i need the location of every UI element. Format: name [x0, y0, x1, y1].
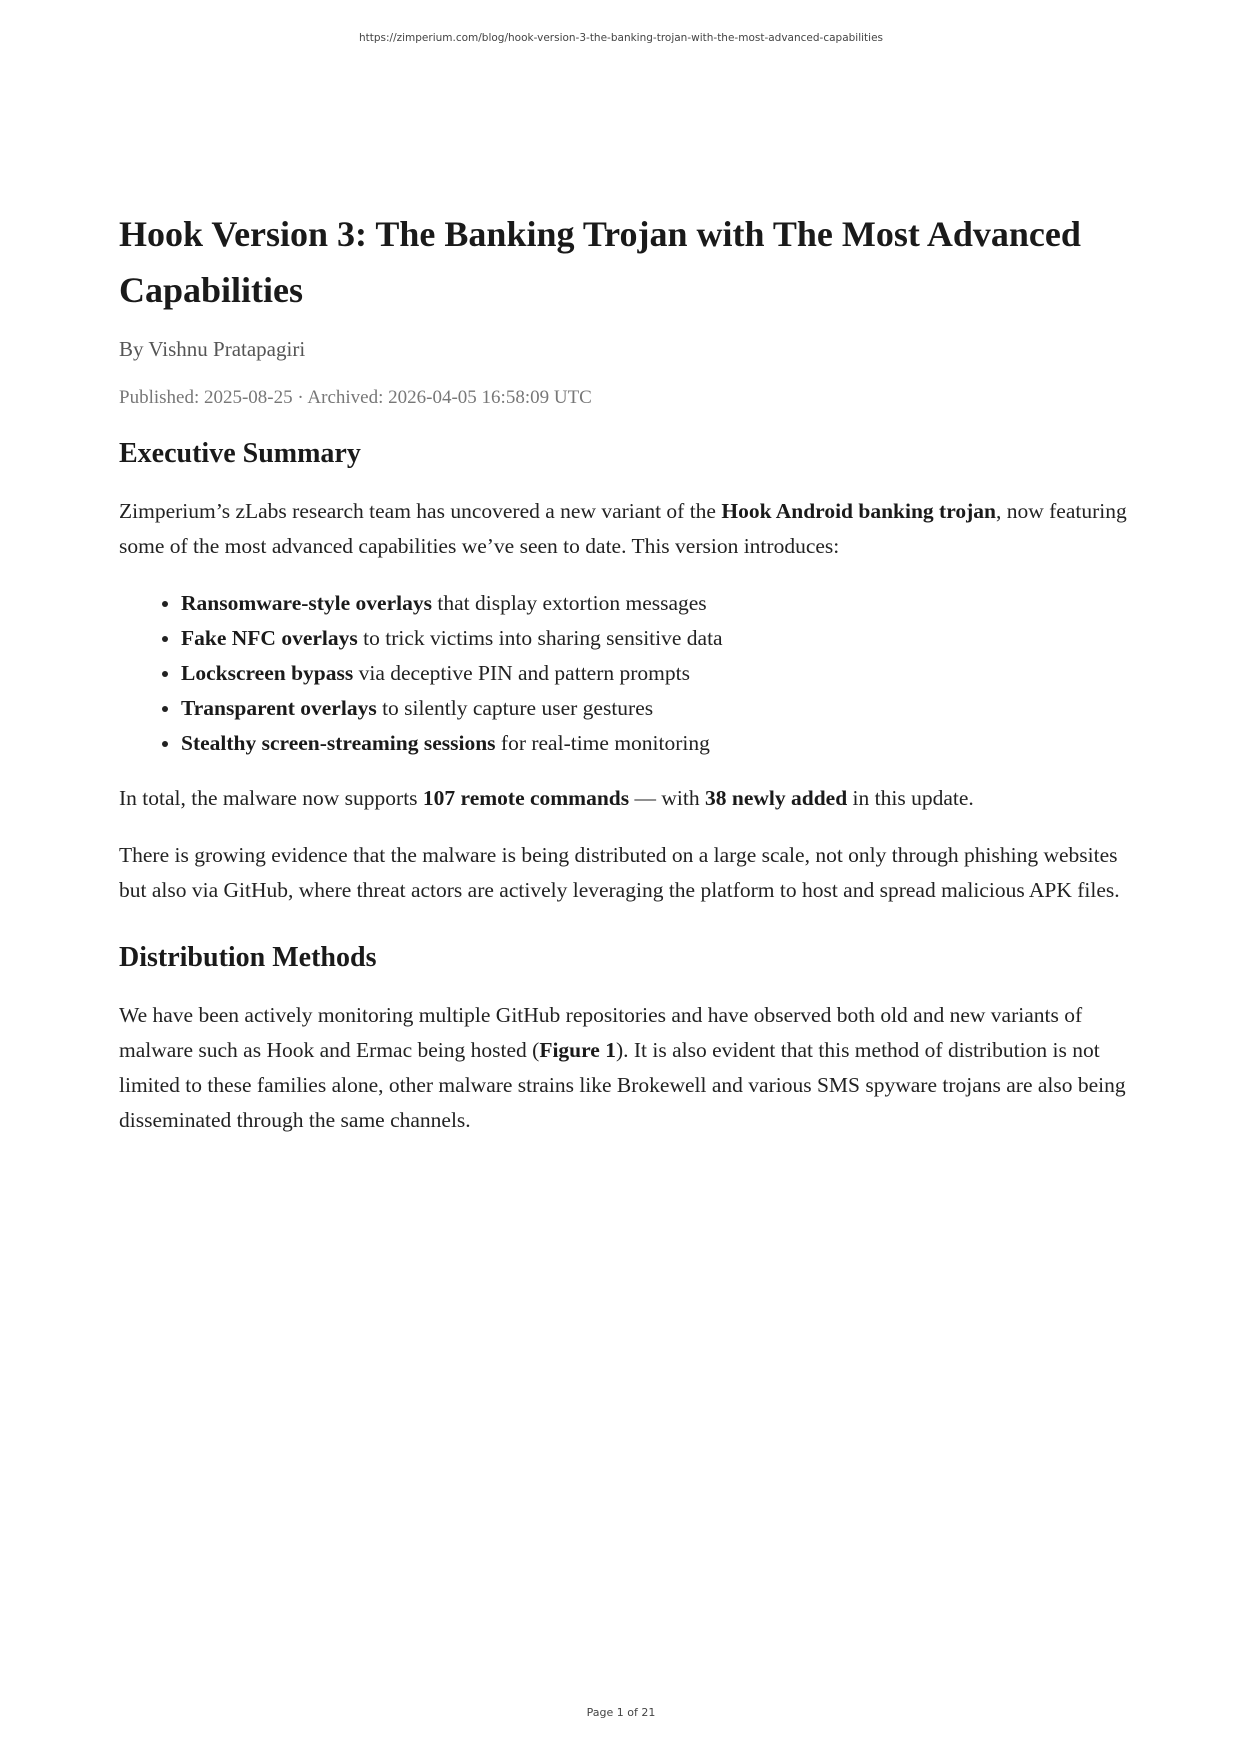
bold-text: Ransomware-style overlays: [181, 591, 432, 615]
commands-paragraph: [119, 781, 1129, 816]
evidence-paragraph: There is growing evidence that the malware is being distributed on a large scale, not only through phishing websites but also via GitHub, where threat actors are actively leveraging the platform to host and spread malicious APK files.: [119, 843, 1120, 902]
page-title: Hook Version 3: The Banking Trojan with The Most Advanced Capabilities: [119, 214, 1081, 310]
bold-text: Stealthy screen-streaming sessions: [181, 731, 496, 755]
author-byline: By Vishnu Pratapagiri: [119, 337, 306, 361]
text: Zimperium’s zLabs research team has uncovered a new variant of the: [119, 499, 722, 523]
intro-paragraph: [119, 494, 1129, 564]
header-url: https://zimperium.com/blog/hook-version-3-the-banking-trojan-with-the-most-advanced-capabilities: [358, 32, 884, 44]
list-item: [181, 656, 1129, 691]
text: in this update.: [847, 786, 974, 810]
text: , now featuring some of the most advanced capabilities we’ve seen to date. This version introduces:: [119, 499, 1127, 558]
text: that display extortion messages: [432, 591, 707, 615]
article: [119, 206, 1129, 1160]
text: to trick victims into sharing sensitive data: [357, 626, 723, 650]
text: for real-time monitoring: [495, 731, 710, 755]
text: to silently capture user gestures: [376, 696, 654, 720]
bold-text: Hook Android banking trojan: [721, 499, 996, 523]
text: We have been actively monitoring multiple GitHub repositories and have observed both old and new variants of malware such as Hook and Ermac being hosted (: [119, 1003, 1083, 1062]
text: via deceptive PIN and pattern prompts: [353, 661, 690, 685]
figure-reference: Figure 1: [539, 1038, 616, 1062]
text: In total, the malware now supports: [119, 786, 423, 810]
page-number: Page 1 of 21: [586, 1706, 656, 1719]
section-heading-distribution-methods: Distribution Methods: [119, 942, 377, 973]
capabilities-list: [119, 586, 1129, 761]
list-item: [181, 691, 1129, 726]
distribution-paragraph: [119, 998, 1129, 1138]
bold-text: Fake NFC overlays: [181, 626, 358, 650]
list-item: [181, 621, 1129, 656]
bold-text: Lockscreen bypass: [181, 661, 354, 685]
bold-text: 38 newly added: [704, 786, 848, 810]
list-item: [181, 586, 1129, 621]
list-item: [181, 726, 1129, 761]
section-heading-executive-summary: Executive Summary: [119, 438, 361, 469]
bold-text: Transparent overlays: [181, 696, 377, 720]
publish-meta: Published: 2025-08-25 · Archived: 2026-04-05 16:58:09 UTC: [119, 387, 592, 408]
text: ). It is also evident that this method of distribution is not limited to these families alone, other malware strains like Brokewell and various SMS spyware trojans are also being disseminated through the same channels.: [119, 1038, 1126, 1132]
bold-text: 107 remote commands: [422, 786, 630, 810]
text: — with: [629, 786, 705, 810]
